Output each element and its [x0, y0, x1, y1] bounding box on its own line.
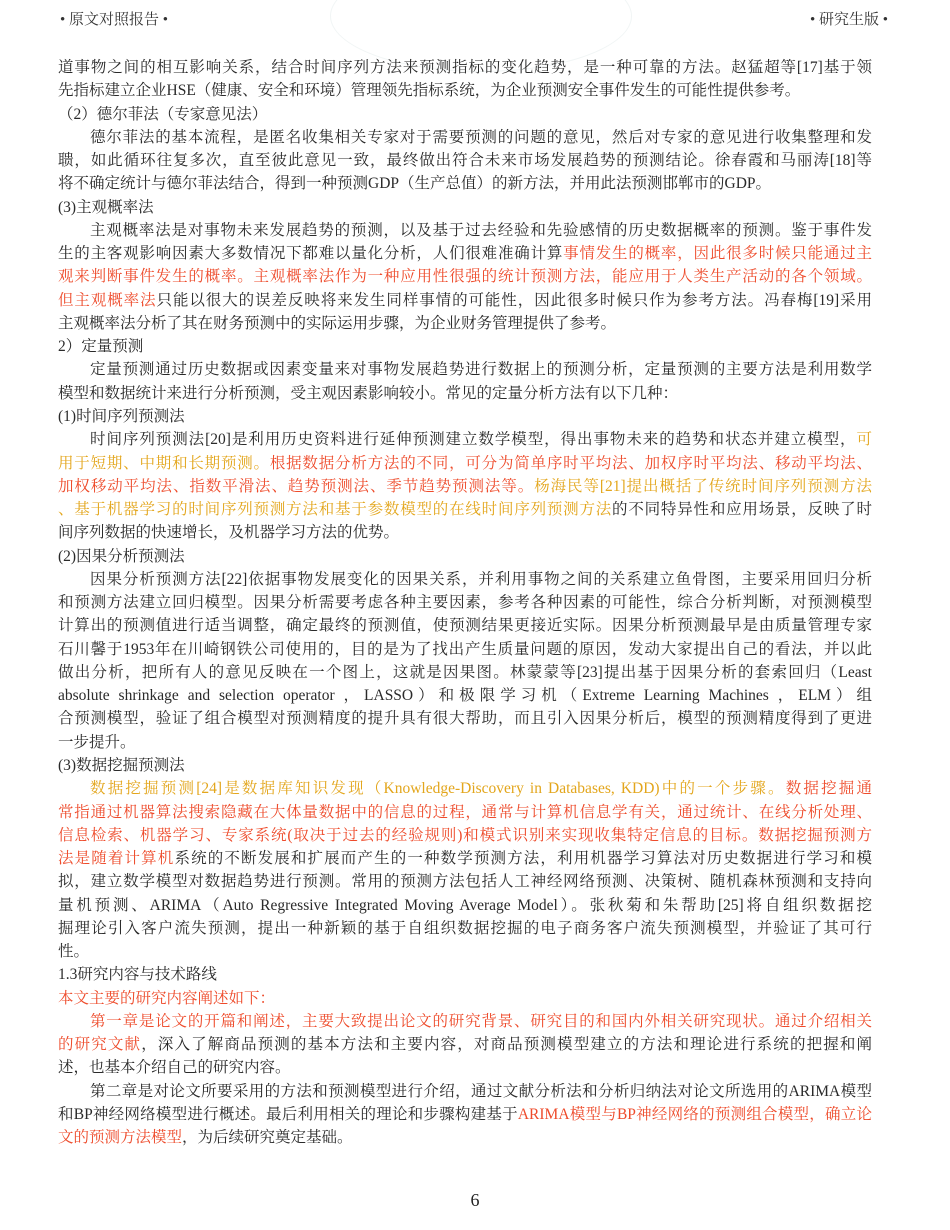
paragraph	[58, 1010, 872, 1080]
text-segment: 德尔菲法的基本流程，是匿名收集相关专家对于需要预测的问题的意见，然后对专家的意见进行收集整理和发	[90, 128, 872, 146]
text-line	[58, 312, 872, 335]
text-segment: 模型和数据统计来进行分析预测，受主观因素影响较小。常见的定量分析方法有以下几种：	[58, 384, 679, 402]
text-line	[58, 614, 872, 637]
text-line	[58, 917, 872, 940]
text-segment: 计算出的预测值进行适当调整，确定最终的预测值，使预测结果更接近实际。因果分析预测最早是由质量管理专家	[58, 617, 872, 635]
text-line	[58, 568, 872, 591]
text-line	[58, 801, 872, 824]
highlighted-text: 但主观概率法	[58, 291, 157, 309]
text-line	[58, 289, 872, 312]
text-line	[58, 149, 872, 172]
text-segment: 和BP神经网络模型进行概述。最后利用相关的理论和步骤构建基于	[58, 1105, 518, 1123]
highlighted-text: 第一章是论文的开篇和阐述，主要大致提出论文的研究背景、研究目的和国内外相关研究现状。通过介绍相关	[90, 1012, 872, 1030]
text-line	[58, 545, 872, 568]
text-segment: (1)时间序列预测法	[58, 407, 185, 425]
text-line	[58, 1103, 872, 1126]
text-segment: 石川馨于1953年在川崎钢铁公司使用的，目的是为了找出产生质量问题的原因，发动大家提出自己的看法，并以此	[58, 640, 872, 658]
highlighted-text: 的研究文献	[58, 1036, 142, 1054]
paragraph	[58, 126, 872, 196]
text-line	[58, 382, 872, 405]
text-line	[58, 847, 872, 870]
text-line	[58, 638, 872, 661]
paragraph	[58, 358, 872, 405]
text-line	[58, 265, 872, 288]
text-segment: 间序列数据的快速增长，及机器学习方法的优势。	[58, 524, 400, 542]
text-line	[58, 870, 872, 893]
text-segment: ，为后续研究奠定基础。	[182, 1129, 353, 1147]
section-heading	[58, 987, 872, 1010]
text-line	[58, 754, 872, 777]
text-segment: 定量预测通过历史数据或因素变量来对事物发展趋势进行数据上的预测分析，定量预测的主要方法是利用数学	[90, 361, 872, 379]
text-segment: 道事物之间的相互影响关系，结合时间序列方法来预测指标的变化趋势，是一种可靠的方法。赵猛超等[17]基于领	[58, 59, 872, 76]
text-segment: 量机预测、ARIMA（Auto Regressive Integrated Moving Average Model）。张秋菊和朱帮助[25]将自组织数据挖	[58, 896, 872, 914]
text-segment: (2)因果分析预测法	[58, 547, 185, 565]
text-segment: 主观概率法分析了其在财务预测中的实际运用步骤，为企业财务管理提供了参考。	[58, 314, 617, 332]
text-line	[58, 963, 872, 986]
text-segment: 性。	[58, 943, 90, 961]
highlighted-text: 信息检索、机器学习、专家系统(取决于过去的经验规则)和模式识别来实现收集特定信息的目标。数据挖掘预测方	[58, 826, 872, 844]
document-body	[58, 56, 872, 1149]
text-line	[58, 103, 872, 126]
text-segment: 1.3研究内容与技术路线	[58, 966, 217, 984]
highlighted-text: 常指通过机器算法搜索隐藏在大体量数据中的信息的过程，通常与计算机信息学有关，通过统计、在线分析处理、	[58, 803, 872, 821]
text-line	[58, 591, 872, 614]
text-line	[58, 428, 872, 451]
text-line	[58, 987, 872, 1010]
text-line	[58, 521, 872, 544]
text-line	[58, 1126, 872, 1149]
report-type-label: • 原文对照报告 •	[60, 12, 169, 28]
highlighted-text: 法是随着计算机	[58, 850, 175, 868]
text-segment: 生的主客观影响因素大多数情况下都难以量化分析，人们很难准确计算	[58, 245, 564, 263]
highlighted-text: 数据挖掘通	[785, 780, 872, 798]
text-line	[58, 358, 872, 381]
text-segment: 将不确定统计与德尔菲法结合，得到一种预测GDP（生产总值）的新方法，并用此法预测邯郸市的GDP。	[58, 175, 772, 193]
text-line	[58, 172, 872, 195]
section-heading	[58, 196, 872, 219]
text-line	[58, 56, 872, 79]
section-heading	[58, 963, 872, 986]
text-line	[58, 1056, 872, 1079]
section-heading	[58, 754, 872, 777]
highlighted-text: ARIMA模型与BP神经网络的预测组合模型，确立论	[517, 1105, 872, 1123]
text-line	[58, 405, 872, 428]
text-line	[58, 79, 872, 102]
text-line	[58, 242, 872, 265]
section-heading	[58, 335, 872, 358]
text-segment: (3)主观概率法	[58, 198, 154, 216]
paragraph	[58, 1080, 872, 1150]
text-line	[58, 731, 872, 754]
highlighted-text: 用于短期、中期和长期预测。	[58, 454, 270, 472]
text-line	[58, 1080, 872, 1103]
text-line	[58, 452, 872, 475]
text-line	[58, 126, 872, 149]
highlighted-text: 数据挖掘预测[24]是数据库知识发现（Knowledge-Discovery in Databases, KDD)中的一个步骤。	[90, 780, 786, 798]
text-segment: 只能以很大的误差反映将来发生同样事情的可能性，因此很多时候只作为参考方法。冯春梅[19]采用	[156, 291, 872, 309]
text-line	[58, 219, 872, 242]
paragraph	[58, 568, 872, 754]
text-segment: 先指标建立企业HSE（健康、安全和环境）管理领先指标系统，为企业预测安全事件发生的可能性提供参考。	[58, 82, 801, 100]
text-segment: 拟，建立数学模型对数据趋势进行预测。常用的预测方法包括人工神经网络预测、决策树、随机森林预测和支持向	[58, 873, 872, 891]
highlighted-text: 可	[856, 431, 872, 449]
paragraph	[58, 56, 872, 103]
text-line	[58, 475, 872, 498]
page-number: 6	[470, 1190, 480, 1210]
text-segment: 述，也基本介绍自己的研究内容。	[58, 1059, 291, 1077]
highlighted-text: 杨海民等[21]提出概括了传统时间序列预测方法	[534, 477, 872, 495]
text-line	[58, 1033, 872, 1056]
highlighted-text: 事情发生的概率，因此很多时候只能通过主	[563, 245, 872, 263]
highlighted-text: 观来判断事件发生的概率。主观概率法作为一种应用性很强的统计预测方法，能应用于人类生产活动的各个领域。	[58, 268, 872, 286]
text-segment: 因果分析预测方法[22]依据事物发展变化的因果关系，并利用事物之间的关系建立鱼骨图，主要采用回归分析	[90, 570, 872, 588]
text-line	[58, 777, 872, 800]
highlighted-text: 根据数据分析方法的不同，可分为简单序时平均法、加权序时平均法、移动平均法、	[269, 454, 872, 472]
text-segment: ，深入了解商品预测的基本方法和主要内容，对商品预测模型建立的方法和理论进行系统的把握和阐	[141, 1036, 872, 1054]
section-heading	[58, 545, 872, 568]
highlighted-text: 、基于机器学习的时间序列预测方法和基于参数模型的在线时间序列预测方法	[58, 501, 613, 519]
text-line	[58, 940, 872, 963]
text-line	[58, 707, 872, 730]
text-line	[58, 894, 872, 917]
text-segment: 掘理论引入客户流失预测，提出一种新颖的基于自组织数据挖掘的电子商务客户流失预测模型，并验证了其可行	[58, 919, 872, 937]
text-line	[58, 1010, 872, 1033]
text-segment: 时间序列预测法[20]是利用历史资料进行延伸预测建立数学模型，得出事物未来的趋势和状态并建立模型，	[90, 431, 857, 449]
highlighted-text: 加权移动平均法、指数平滑法、趋势预测法、季节趋势预测法等。	[58, 477, 535, 495]
text-line	[58, 824, 872, 847]
text-segment: 第二章是对论文所要采用的方法和预测模型进行介绍，通过文献分析法和分析归纳法对论文所选用的ARIMA模型	[90, 1082, 872, 1100]
text-segment: （2）德尔菲法（专家意见法）	[58, 105, 268, 123]
text-line	[58, 661, 872, 684]
section-heading	[58, 103, 872, 126]
text-segment: 聩，如此循环往复多次，直至彼此意见一致，最终做出符合未来市场发展趋势的预测结论。徐春霞和马丽涛[18]等	[58, 152, 872, 170]
text-segment: absolute shrinkage and selection operator ，LASSO）和极限学习机（Extreme Learning Machines ，ELM）组	[58, 687, 872, 705]
text-segment: (3)数据挖掘预测法	[58, 756, 185, 774]
text-segment: 合预测模型，验证了组合模型对预测精度的提升具有很大帮助，而且引入因果分析后，模型的预测精度得到了更进	[58, 710, 872, 728]
highlighted-text: 本文主要的研究内容阐述如下：	[58, 989, 276, 1007]
text-segment: 的不同特异性和应用场景，反映了时	[612, 501, 872, 519]
text-line	[58, 684, 872, 707]
text-segment: 一步提升。	[58, 733, 136, 751]
text-segment: 主观概率法是对事物未来发展趋势的预测，以及基于过去经验和先验感情的历史数据概率的预测。鉴于事件发	[90, 221, 872, 239]
text-segment: 和预测方法建立回归模型。因果分析需要考虑各种主要因素，参考各种因素的可能性，综合分析判断，对预测模型	[58, 594, 872, 612]
paragraph	[58, 777, 872, 963]
text-line	[58, 196, 872, 219]
text-line	[58, 335, 872, 358]
highlighted-text: 文的预测方法模型	[58, 1129, 183, 1147]
text-segment: 系统的不断发展和扩展而产生的一种数学预测方法，利用机器学习算法对历史数据进行学习和模	[174, 850, 872, 868]
text-segment: 2）定量预测	[58, 338, 144, 356]
text-line	[58, 498, 872, 521]
edition-label: • 研究生版 •	[809, 12, 888, 28]
paragraph	[58, 428, 872, 544]
paragraph	[58, 219, 872, 335]
text-segment: 做出分析，把所有人的意见反映在一个图上，这就是因果图。林蒙蒙等[23]提出基于因果分析的套索回归（Least	[58, 663, 872, 681]
section-heading	[58, 405, 872, 428]
